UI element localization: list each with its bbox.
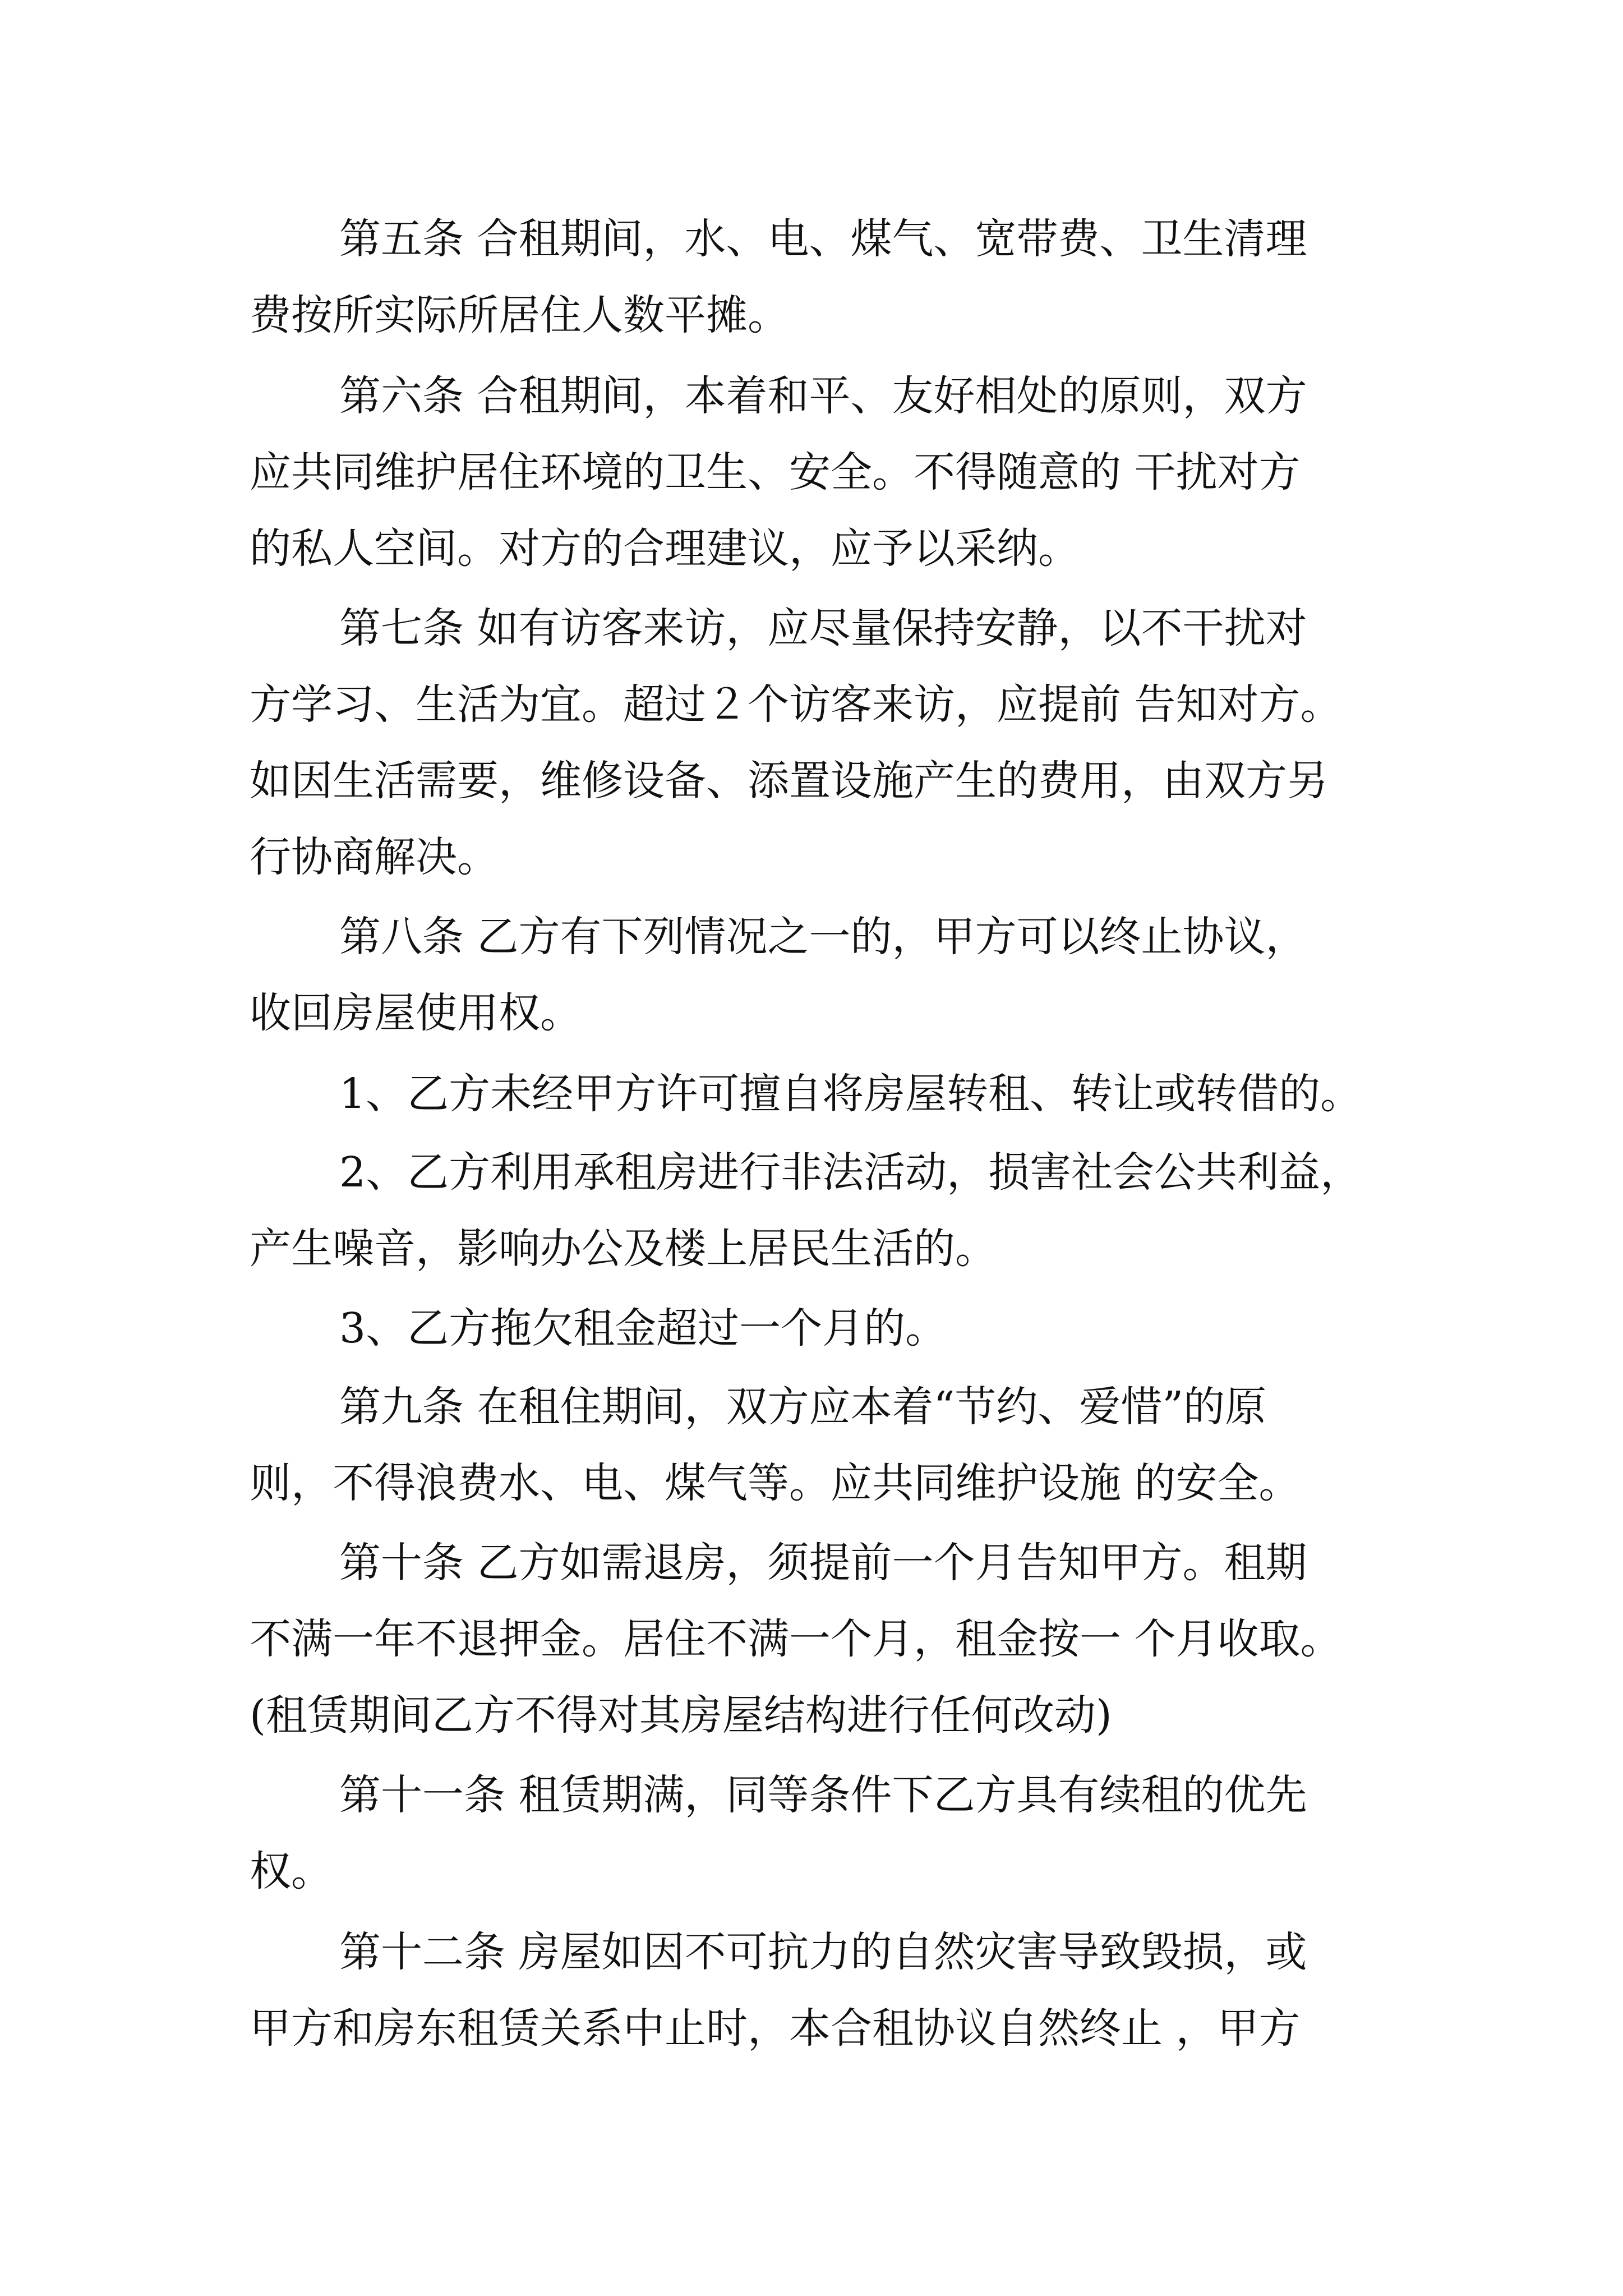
clause-11-line-1: 第十一条 租赁期满，同等条件下乙方具有续租的优先: [339, 1771, 1307, 1819]
clause-6-line-3: 的私人空间。对方的合理建议，应予以采纳。: [250, 524, 1080, 573]
clause-7-line-2: 方学习、生活为宜。超过２个访客来访，应提前 告知对方。: [250, 680, 1342, 729]
clause-8-item-2-line-1: 2、乙方利用承租房进行非法活动，损害社会公共利益，: [339, 1148, 1362, 1197]
clause-11-line-2: 权。: [250, 1847, 333, 1895]
clause-8-line-2: 收回房屋使用权。: [250, 989, 582, 1037]
clause-12-line-2: 甲方和房东租赁关系中止时，本合租协议自然终止 ，甲方: [250, 2004, 1301, 2053]
clause-10-line-2: 不满一年不退押金。居住不满一个月，租金按一 个月收取。: [250, 1615, 1342, 1663]
clause-9-line-2: 则，不得浪费水、电、煤气等。应共同维护设施 的安全。: [250, 1459, 1301, 1507]
clause-7-line-3: 如因生活需要，维修设备、添置设施产生的费用，由双方另: [250, 757, 1329, 805]
clause-7-line-1: 第七条 如有访客来访，应尽量保持安静，以不干扰对: [339, 604, 1307, 652]
clause-8-item-3: 3、乙方拖欠租金超过一个月的。: [339, 1304, 947, 1352]
clause-5-line-2: 费按所实际所居住人数平摊。: [250, 291, 789, 339]
clause-7-line-4: 行协商解决。: [250, 833, 499, 881]
clause-9-line-1: 第九条 在租住期间，双方应本着“节约、爱惜”的原: [339, 1383, 1267, 1431]
clause-10-line-1: 第十条 乙方如需退房，须提前一个月告知甲方。租期: [339, 1539, 1307, 1587]
clause-6-line-2: 应共同维护居住环境的卫生、安全。不得随意的 干扰对方: [250, 448, 1301, 496]
clause-5-line-1: 第五条 合租期间，水、电、煤气、宽带费、卫生清理: [339, 215, 1307, 263]
clause-8-item-2-line-2: 产生噪音，影响办公及楼上居民生活的。: [250, 1225, 997, 1273]
clause-8-item-1: 1、乙方未经甲方许可擅自将房屋转租、转让或转借的。: [339, 1070, 1362, 1118]
clause-8-line-1: 第八条 乙方有下列情况之一的，甲方可以终止协议，: [339, 913, 1307, 961]
clause-12-line-1: 第十二条 房屋如因不可抗力的自然灾害导致毁损，或: [339, 1928, 1307, 1976]
clause-6-line-1: 第六条 合租期间，本着和平、友好相处的原则，双方: [339, 372, 1307, 420]
clause-10-line-3: (租赁期间乙方不得对其房屋结构进行任何改动): [250, 1691, 1112, 1740]
